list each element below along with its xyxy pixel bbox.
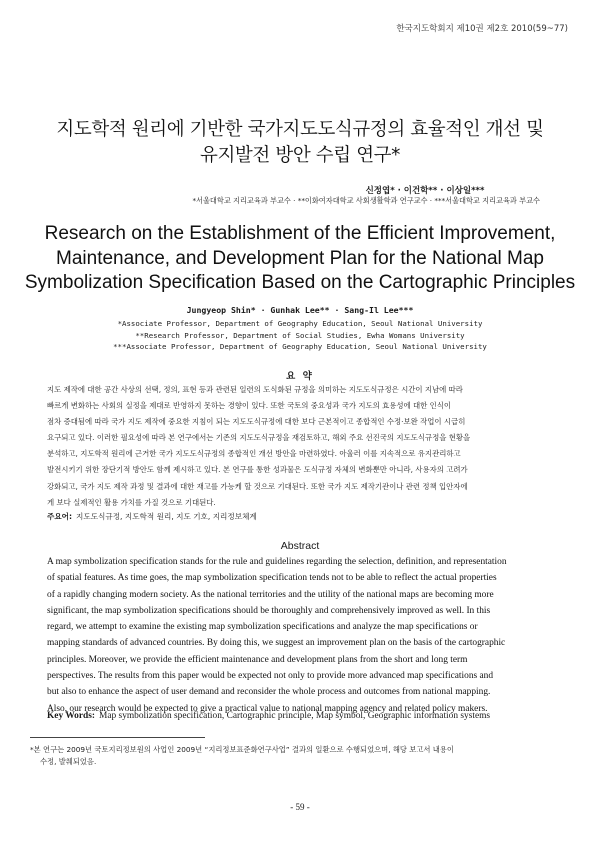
abstract-line: regard, we attempt to examine the existing map symbolization specifications and analyze the map specifications or — [47, 622, 478, 633]
english-keywords-label: Key Words: — [47, 711, 96, 721]
abstract-line: A map symbolization specification stands for the rule and guidelines regarding the selection, definition, and representation — [47, 557, 507, 567]
korean-keywords — [47, 511, 257, 522]
abstract-line: Also, our research would be expected to give a practical value to national mapping agency and related policy makers. — [47, 703, 488, 714]
korean-title — [20, 117, 580, 169]
footnote — [30, 744, 570, 768]
abstract-line: of a rapidly changing modern society. As the national territories and the utility of the national maps are becoming more — [47, 589, 494, 600]
abstract-line: 빠르게 변화하는 사회의 실정을 제대로 반영하지 못하는 경향이 있다. 또한 국토의 중요성과 국가 지도의 효용성에 대한 인식이 — [47, 401, 452, 411]
abstract-line: principles. Moreover, we provide the efficient maintenance and development plans from the short and long term — [47, 654, 468, 665]
english-title-line: Symbolization Specification Based on the Cartographic Principles — [24, 272, 576, 293]
korean-title-line: 지도학적 원리에 기반한 국가지도도식규정의 효율적인 개선 및 — [56, 119, 544, 140]
english-title-line: Maintenance, and Development Plan for the National Map — [56, 247, 544, 269]
footnote-line: *본 연구는 2009년 국토지리정보원의 사업인 2009년 “지리정보표준화연구사업” 결과의 일환으로 수행되었으며, 해당 보고서 내용이 — [30, 745, 454, 754]
english-keywords — [47, 711, 490, 721]
english-affiliations — [20, 318, 580, 353]
english-abstract-body — [47, 554, 557, 717]
abstract-line: but also to enhance the aspect of user demand and reconsider the whole process and outcomes from national mapping. — [47, 687, 491, 698]
korean-keywords-text: 지도도식규정, 지도학적 원리, 지도 기호, 지리정보체계 — [76, 512, 257, 521]
abstract-line: 강화되고, 국가 지도 제작 과정 및 결과에 대한 재고를 가능케 할 것으로 기대된다. 또한 국가 지도 제작기관이나 관련 정책 입안자에 — [47, 481, 468, 491]
abstract-line: 요구되고 있다. 이러한 필요성에 따라 본 연구에서는 기존의 지도도식규정을 재검토하고, 해외 주요 선진국의 지도도식규정을 현황을 — [47, 433, 471, 443]
english-abstract-heading: Abstract — [280, 540, 320, 552]
footnote-divider — [30, 737, 205, 738]
abstract-line: 점차 증대됨에 따라 국가 지도 제작에 중요한 지침이 되는 지도도식규정에 대한 보다 근본적이고 종합적인 수정·보완 작업이 시급히 — [47, 417, 466, 427]
abstract-line: 발전시키기 위한 장단기적 방안도 함께 제시하고 있다. 본 연구를 통한 성과물은 도식규정 자체의 변화뿐만 아니라, 사용자의 고려가 — [47, 465, 468, 475]
korean-authors: 신정엽* · 이건학** · 이상일*** — [365, 186, 485, 196]
english-authors: Jungyeop Shin* · Gunhak Lee** · Sang-Il Lee*** — [186, 305, 414, 315]
abstract-line: of spatial features. As time goes, the map symbolization specification tends not to be able to reflect the actual properties — [47, 573, 497, 584]
abstract-line: 지도 제작에 대한 공간 사상의 선택, 정의, 표현 등과 관련된 일련의 도식화된 규정을 의미하는 지도도식규정은 시간이 지남에 따라 — [47, 385, 463, 394]
abstract-line: significant, the map symbolization specifications should be thoroughly and comprehensively improved as well. In this — [47, 605, 491, 616]
korean-abstract-body — [47, 382, 555, 511]
page-number: - 59 - — [290, 802, 310, 812]
abstract-line: mapping standards of advanced countries. By doing this, we suggest an improvement plan on the basis of the cartographic — [47, 638, 506, 649]
abstract-line: 게 보다 실제적인 활용 가치를 가질 것으로 기대된다. — [47, 497, 216, 507]
english-title-line: Research on the Establishment of the Efficient Improvement, — [44, 223, 556, 244]
korean-title-line: 유지발전 방안 수립 연구* — [199, 145, 400, 166]
korean-affiliations: *서울대학교 지리교육과 부교수 · **이화여자대학교 사회생활학과 연구교수 · ***서울대학교 지리교육과 부교수 — [192, 196, 540, 205]
korean-keywords-label: 주요어: — [47, 512, 73, 521]
affiliation-line: **Research Professor, Department of Social Studies, Ewha Womans University — [135, 330, 465, 340]
abstract-line: perspectives. The results from this paper would be expected not only to provide more advanced map specifications and — [47, 671, 494, 682]
english-title — [20, 222, 580, 296]
footnote-line: 수정, 발췌되었음. — [40, 757, 97, 766]
running-head: 한국지도학회지 제10권 제2호 2010(59~77) — [396, 24, 568, 34]
english-keywords-text: Map symbolization specification, Cartographic principle, Map symbol, Geographic information systems — [99, 711, 491, 721]
affiliation-line: ***Associate Professor, Department of Geography Education, Seoul National University — [113, 342, 487, 352]
affiliation-line: *Associate Professor, Department of Geography Education, Seoul National University — [117, 319, 483, 328]
abstract-line: 분석하고, 지도학적 원리에 근거한 국가 지도도식규정의 종합적인 개선 방안을 마련하였다. 아울러 이를 지속적으로 유지관리하고 — [47, 449, 461, 459]
korean-abstract-heading: 요 약 — [286, 371, 314, 382]
